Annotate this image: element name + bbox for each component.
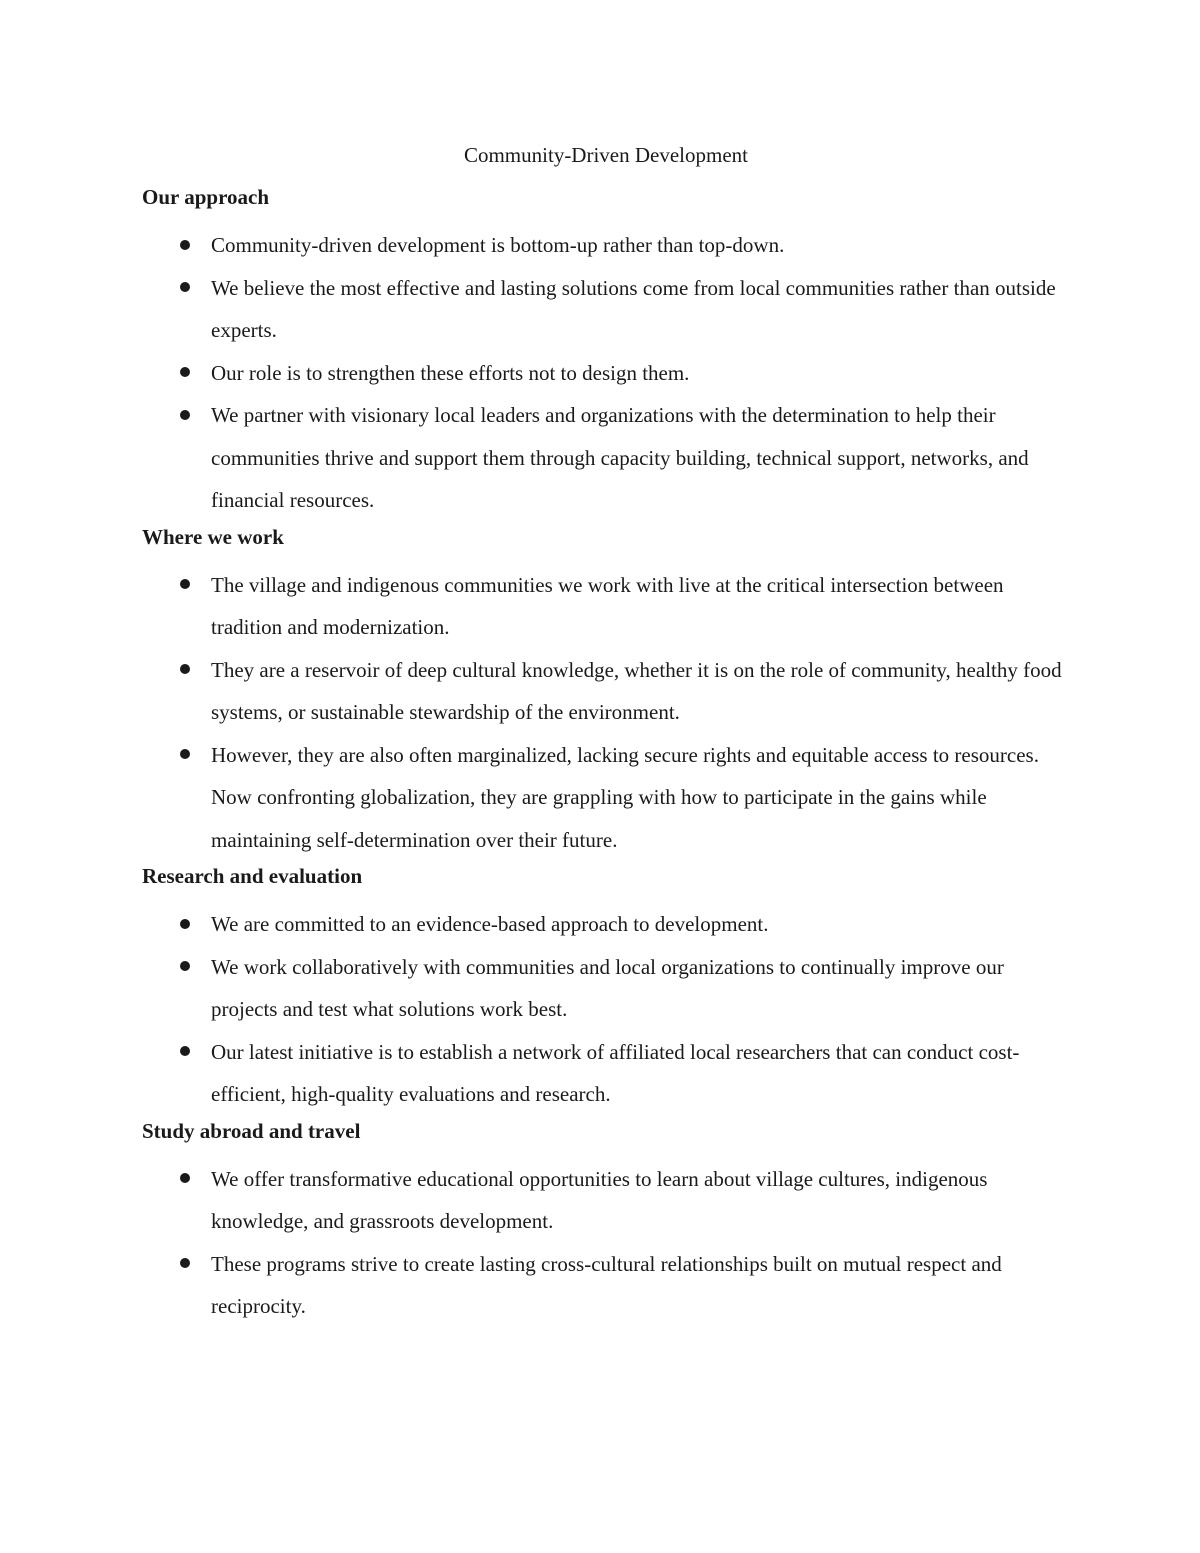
- list-item-text: We offer transformative educational opportunities to learn about village cultures, indigenous knowledge, and grassroots development.: [211, 1166, 988, 1233]
- list-item-text: These programs strive to create lasting cross-cultural relationships built on mutual respect and reciprocity.: [211, 1251, 1002, 1318]
- list-item: [142, 564, 1070, 649]
- list-item: [142, 734, 1070, 862]
- bullet-list: [142, 224, 1070, 522]
- document-title: Community-Driven Development: [463, 143, 749, 167]
- bullet-list: [142, 903, 1070, 1116]
- bullet-icon: [180, 410, 190, 420]
- section-heading: Our approach: [142, 185, 270, 209]
- list-item-text: We are committed to an evidence-based approach to development.: [211, 912, 769, 936]
- list-item: [142, 1243, 1070, 1328]
- bullet-icon: [180, 579, 190, 589]
- bullet-icon: [180, 1258, 190, 1268]
- list-item: [142, 1031, 1070, 1116]
- section-study-abroad-and-travel: [142, 1116, 1070, 1328]
- list-item-text: We work collaboratively with communities and local organizations to continually improve our projects and test what solutions work best.: [211, 954, 1004, 1021]
- bullet-icon: [180, 919, 190, 929]
- list-item-text: Community-driven development is bottom-up rather than top-down.: [211, 233, 785, 257]
- bullet-icon: [180, 1046, 190, 1056]
- section-heading: Study abroad and travel: [142, 1118, 361, 1143]
- bullet-icon: [180, 961, 190, 971]
- bullet-icon: [180, 749, 190, 759]
- bullet-list: [142, 1158, 1070, 1328]
- list-item-text: They are a reservoir of deep cultural knowledge, whether it is on the role of community, healthy food systems, or sustainable stewardship of the environment.: [211, 657, 1062, 724]
- list-item: [142, 1158, 1070, 1243]
- bullet-icon: [180, 367, 190, 377]
- list-item-text: However, they are also often marginalized, lacking secure rights and equitable access to resources. Now confronting globalization, they are grappling with how to participate in the gains while maintaining self-determination over their future.: [211, 742, 1039, 852]
- list-item-text: We believe the most effective and lasting solutions come from local communities rather than outside experts.: [211, 275, 1056, 342]
- section-heading: Where we work: [142, 524, 284, 549]
- section-research-and-evaluation: [142, 861, 1070, 1116]
- list-item-text: The village and indigenous communities we work with live at the critical intersection between tradition and modernization.: [211, 572, 1004, 639]
- list-item: [142, 946, 1070, 1031]
- bullet-icon: [180, 664, 190, 674]
- list-item: [142, 649, 1070, 734]
- section-heading: Research and evaluation: [142, 864, 363, 888]
- bullet-icon: [180, 282, 190, 292]
- list-item: [142, 224, 1070, 267]
- bullet-list: [142, 564, 1070, 862]
- section-our-approach: [142, 182, 1070, 522]
- section-where-we-work: [142, 522, 1070, 862]
- bullet-icon: [180, 1173, 190, 1183]
- list-item-text: We partner with visionary local leaders and organizations with the determination to help their communities thrive and support them through capacity building, technical support, networks, and financial resources.: [211, 403, 1029, 512]
- bullet-icon: [180, 240, 190, 250]
- list-item-text: Our latest initiative is to establish a network of affiliated local researchers that can conduct cost-efficient, high-quality evaluations and research.: [211, 1039, 1020, 1106]
- list-item: [142, 267, 1070, 352]
- list-item: [142, 352, 1070, 395]
- list-item-text: Our role is to strengthen these efforts not to design them.: [211, 360, 690, 385]
- list-item: [142, 394, 1070, 522]
- list-item: [142, 903, 1070, 946]
